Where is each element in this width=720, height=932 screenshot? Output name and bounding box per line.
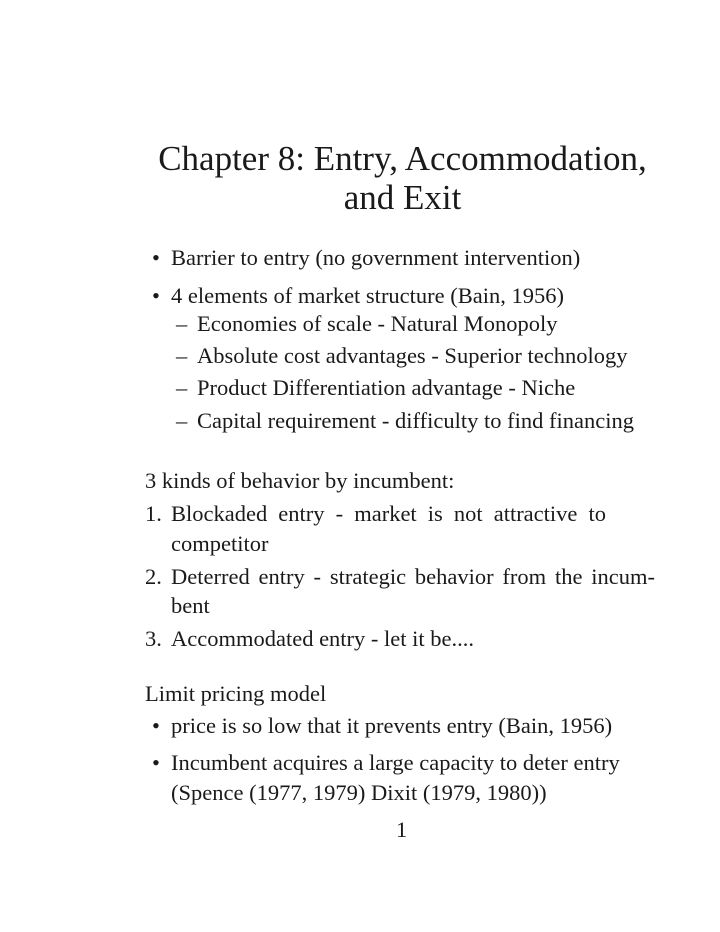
page-title <box>0 141 720 215</box>
list-number: 3. <box>145 626 162 651</box>
section-heading-behavior: 3 kinds of behavior by incumbent: <box>145 468 455 493</box>
title-line-1: Chapter 8: Entry, Accommodation, <box>158 139 647 178</box>
title-line-2: and Exit <box>343 178 462 217</box>
subitem-absolute-cost: Absolute cost advantages - Superior technology <box>197 343 628 368</box>
bullet-icon: • <box>152 750 160 775</box>
bullet-icon: • <box>152 713 160 738</box>
bullet-icon: • <box>152 245 160 270</box>
bullet-text-capacity-cont: (Spence (1977, 1979) Dixit (1979, 1980)) <box>171 780 547 805</box>
bullet-text-barrier: Barrier to entry (no government intervention) <box>171 245 581 270</box>
dash-icon: – <box>176 311 188 336</box>
bullet-text-elements: 4 elements of market structure (Bain, 1956) <box>171 283 565 308</box>
list-item-blockaded-cont: competitor <box>171 531 269 556</box>
list-item-deterred-cont: bent <box>171 593 210 618</box>
page-number: 1 <box>396 817 408 842</box>
dash-icon: – <box>176 375 188 400</box>
section-heading-limit-pricing: Limit pricing model <box>145 681 327 706</box>
list-item-deterred: Deterred entry - strategic behavior from the incum- <box>171 564 655 589</box>
subitem-differentiation: Product Differentiation advantage - Niche <box>197 375 576 400</box>
dash-icon: – <box>176 343 188 368</box>
list-number: 2. <box>145 564 162 589</box>
subitem-capital: Capital requirement - difficulty to find financing <box>197 408 634 433</box>
subitem-economies: Economies of scale - Natural Monopoly <box>197 311 558 336</box>
bullet-icon: • <box>152 283 160 308</box>
dash-icon: – <box>176 408 188 433</box>
list-item-blockaded: Blockaded entry - market is not attractive to <box>171 501 606 526</box>
list-item-accommodated: Accommodated entry - let it be.... <box>171 626 475 651</box>
list-number: 1. <box>145 501 162 526</box>
bullet-text-price-low: price is so low that it prevents entry (Bain, 1956) <box>171 713 613 738</box>
bullet-text-capacity: Incumbent acquires a large capacity to deter entry <box>171 750 620 775</box>
